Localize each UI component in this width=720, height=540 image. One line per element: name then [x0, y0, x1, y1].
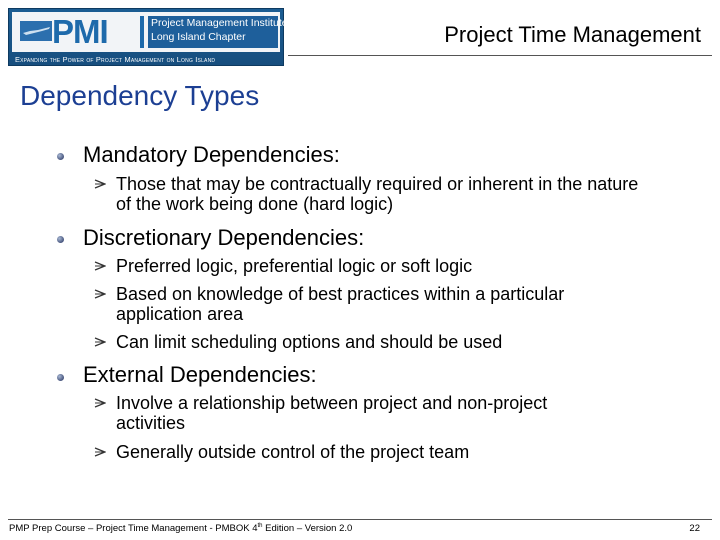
slide-heading: Dependency Types	[20, 80, 260, 111]
bullet-icon	[57, 153, 64, 160]
footer-text-prefix: PMP Prep Course – Project Time Management - PMBOK 4	[9, 523, 258, 534]
logo-wordmark: PMI	[52, 13, 108, 50]
page-title: Project Time Management	[444, 22, 701, 47]
page-number: 22	[689, 523, 700, 534]
footer-course-info	[9, 523, 352, 534]
long-island-map-icon	[20, 21, 52, 41]
list-item: Generally outside control of the project team	[116, 442, 470, 462]
arrow-bullet-icon	[94, 447, 106, 457]
arrow-bullet-icon	[94, 289, 106, 299]
arrow-bullet-icon	[94, 398, 106, 408]
list-item: Can limit scheduling options and should be used	[116, 332, 503, 352]
list-item: Involve a relationship between project and non-project activities	[116, 393, 548, 433]
footer-text-suffix: Edition – Version 2.0	[262, 523, 353, 534]
section-label: Discretionary Dependencies:	[83, 225, 365, 250]
bullet-icon	[57, 374, 64, 381]
logo-org-block	[148, 16, 288, 48]
section-label: External Dependencies:	[83, 362, 317, 387]
logo-org-line2: Long Island Chapter	[151, 31, 246, 43]
logo-divider	[140, 16, 144, 48]
bullet-icon	[57, 236, 64, 243]
arrow-bullet-icon	[94, 179, 106, 189]
list-item: Based on knowledge of best practices within a particular application area	[116, 284, 565, 324]
footer-divider	[8, 519, 712, 520]
list-item: Those that may be contractually required or inherent in the nature of the work being done (hard logic)	[116, 174, 639, 214]
pmi-logo	[8, 8, 288, 66]
logo-org-line1: Project Management Institute	[151, 17, 288, 29]
footer-superscript: th	[257, 522, 263, 529]
arrow-bullet-icon	[94, 337, 106, 347]
section-label: Mandatory Dependencies:	[83, 142, 340, 167]
list-item: Preferred logic, preferential logic or soft logic	[116, 256, 473, 276]
title-divider	[288, 55, 712, 56]
logo-tagline: Expanding the Power of Project Management on Long Island	[15, 55, 216, 64]
logo-panel	[12, 12, 288, 52]
arrow-bullet-icon	[94, 261, 106, 271]
